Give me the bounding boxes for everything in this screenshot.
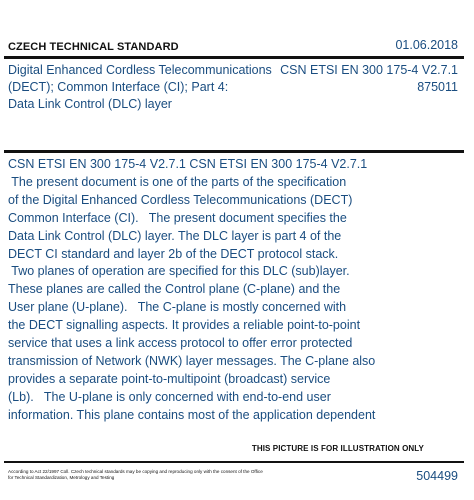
legal-notice-line: According to Act 22/1997 Coll. Czech technical standards may be copying and reproducing only with the consent of the Office (8, 469, 263, 474)
body-line: (Lb). The U-plane is only concerned with end-to-end user (8, 389, 331, 404)
legal-notice (8, 469, 338, 481)
title-line: Digital Enhanced Cordless Telecommunications (8, 63, 272, 77)
reference-block (280, 62, 458, 96)
title-line: (DECT); Common Interface (CI); Part 4: (8, 80, 229, 94)
body-line: These planes are called the Control plane (C-plane) and the (8, 282, 341, 297)
body-line: CSN ETSI EN 300 175-4 V2.7.1 CSN ETSI EN 300 175-4 V2.7.1 (8, 157, 368, 171)
body-line: Data Link Control (DLC) layer. The DLC layer is part 4 of the (8, 228, 342, 243)
body-line: The present document is one of the parts of the specification (8, 174, 347, 189)
body-line: the DECT signalling aspects. It provides a reliable point-to-point (8, 318, 361, 333)
standard-number: CSN ETSI EN 300 175-4 V2.7.1 (280, 63, 458, 77)
footer-divider (4, 461, 464, 463)
top-divider (4, 56, 464, 59)
body-line: User plane (U-plane). The C-plane is mostly concerned with (8, 300, 347, 315)
legal-notice-line: for Technical Standardization, Metrology and Testing (8, 475, 115, 480)
document-number: 504499 (416, 469, 458, 483)
body-line: information. This plane contains most of the application dependent (8, 407, 376, 422)
body-line: DECT CI standard and layer 2b of the DECT protocol stack. (8, 246, 339, 261)
body-line: service that uses a link access protocol to offer error protected (8, 336, 353, 351)
body-line: Two planes of operation are specified for this DLC (sub)layer. (8, 264, 350, 279)
catalog-number: 875011 (417, 80, 458, 94)
middle-divider (4, 150, 464, 153)
body-line: provides a separate point-to-multipoint (broadcast) service (8, 371, 331, 386)
body-line: of the Digital Enhanced Cordless Telecommunications (DECT) (8, 192, 353, 207)
publication-date: 01.06.2018 (395, 38, 458, 52)
illustration-disclaimer: THIS PICTURE IS FOR ILLUSTRATION ONLY (251, 444, 424, 453)
document-body (8, 156, 468, 425)
body-line: transmission of Network (NWK) layer messages. The C-plane also (8, 353, 376, 368)
body-line: Common Interface (CI). The present document specifies the (8, 210, 347, 225)
title-line: Data Link Control (DLC) layer (8, 97, 172, 111)
document-title (8, 62, 272, 113)
standard-type-label: CZECH TECHNICAL STANDARD (8, 41, 179, 53)
